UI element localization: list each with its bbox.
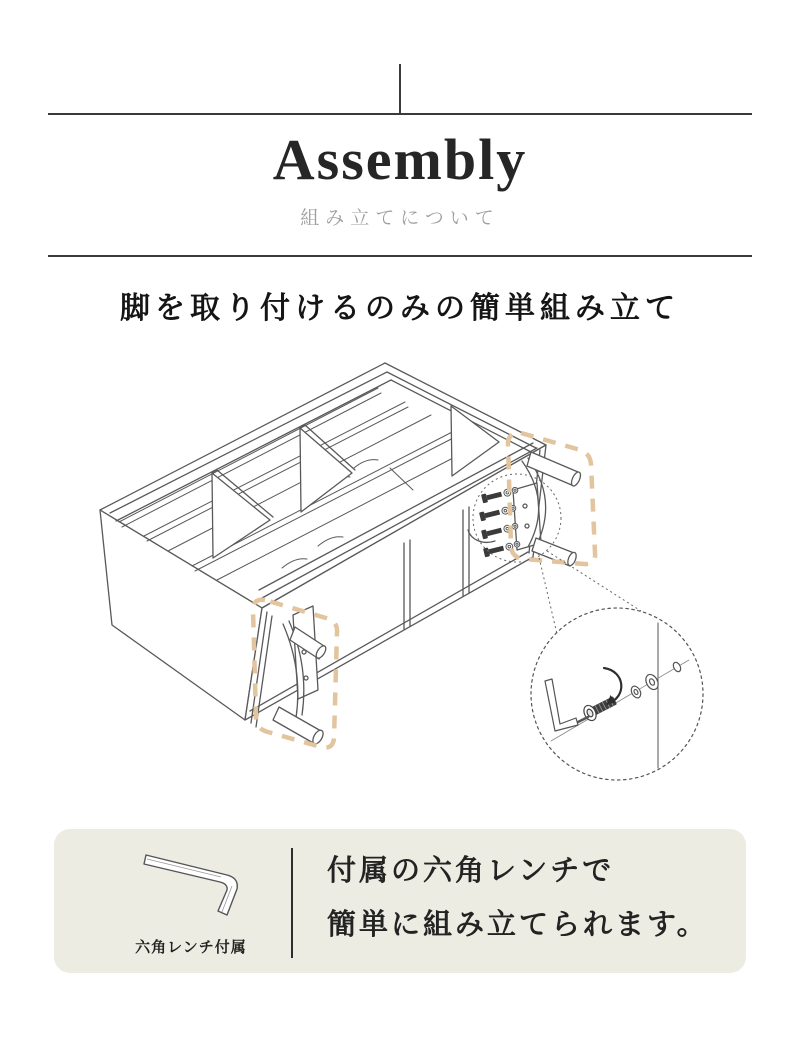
cabinet-drawing	[100, 363, 546, 727]
screw-detail-zoom-circle	[531, 608, 703, 780]
hex-wrench-icon	[140, 850, 250, 925]
page-subtitle: 組み立てについて	[300, 208, 500, 229]
info-text-line-1: 付属の六角レンチで	[327, 855, 615, 887]
info-text	[327, 855, 709, 943]
top-divider-rule	[48, 113, 752, 115]
page-title: Assembly	[272, 127, 528, 192]
assembly-diagram	[0, 340, 800, 810]
vertical-divider-line	[291, 848, 293, 958]
assembly-illustration	[0, 340, 800, 810]
hex-wrench-info-box	[54, 829, 746, 973]
section-heading: 脚を取り付けるのみの簡単組み立て	[120, 292, 680, 325]
tool-label: 六角レンチ付属	[135, 939, 247, 956]
top-tick-line	[399, 64, 401, 114]
info-text-line-2: 簡単に組み立てられます。	[327, 909, 709, 942]
bottom-divider-rule	[48, 255, 752, 257]
